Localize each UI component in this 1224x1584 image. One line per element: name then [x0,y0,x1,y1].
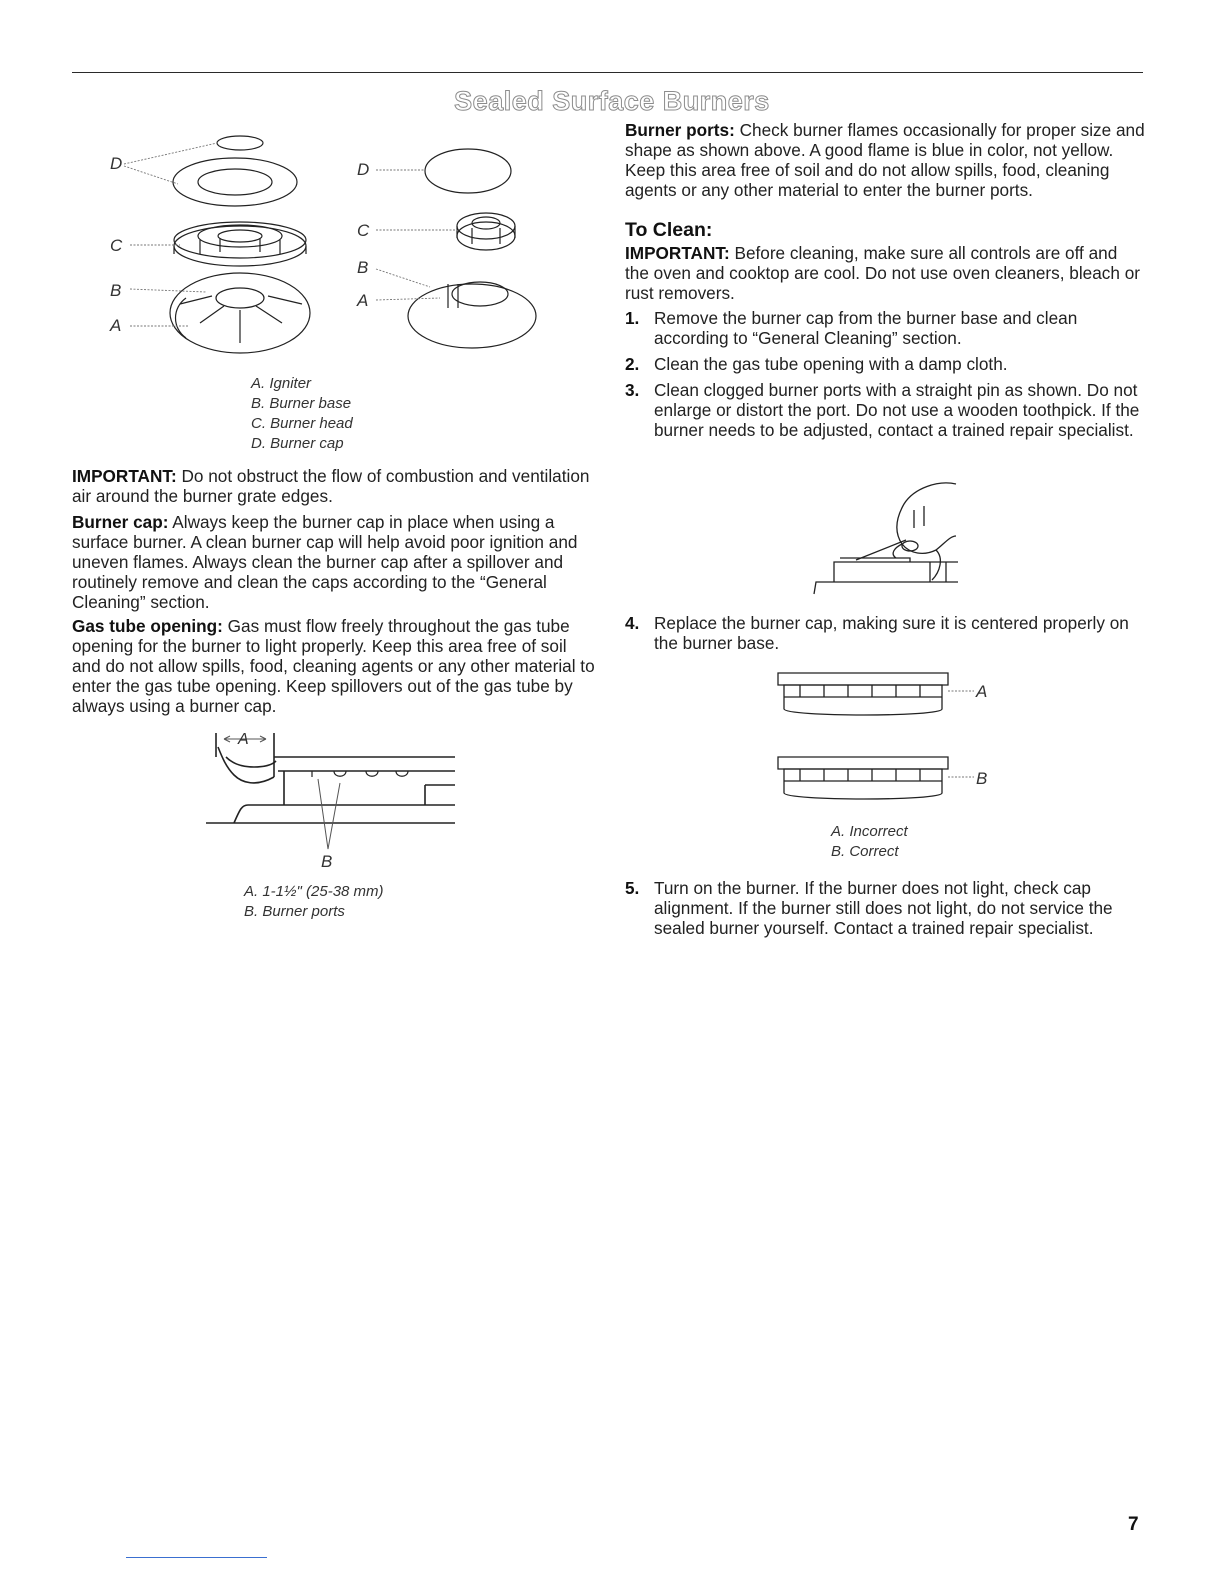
gas-tube-diagram [200,727,462,875]
burner-cap-text: Always keep the burner cap in place when using a surface burner. A clean burner cap will help avoid poor ignition and uneven flames. Always clean the burner cap after a spillover and routinely remove and clean the caps according to the “General Cleaning” section. [72,512,578,612]
cap-alignment-diagram [770,665,1000,815]
caption-line: D. Burner cap [251,435,344,452]
step-item [625,380,1145,440]
caption-line: A. Igniter [251,375,312,392]
important-label: IMPORTANT: [72,466,177,486]
callout-a: A [238,731,249,748]
cleaning-important-note [625,243,1145,303]
step-text: Replace the burner cap, making sure it is centered properly on the burner base. [654,613,1129,653]
burner-ports-paragraph [625,120,1145,200]
burner-ports-text: Check burner flames occasionally for proper size and shape as shown above. A good flame is blue in color, not yellow. Keep this area free of soil and do not allow spills, food, cleaning agents or any other material to enter the burner ports. [625,120,1145,200]
callout-a-left: A [110,316,122,335]
cleaning-step-4 [625,613,1145,659]
callout-d-right: D [357,160,370,179]
callout-b-right: B [357,258,369,277]
callout-a-right: A [357,291,369,310]
important-text: Before cleaning, make sure all controls are off and the oven and cooktop are cool. Do not use oven cleaners, bleach or rust removers. [625,243,1141,303]
caption-line: C. Burner head [251,415,353,432]
caption-line: A. Incorrect [831,823,908,840]
cleaning-step-5 [625,878,1145,944]
cleaning-steps-1-3 [625,308,1145,446]
step-number: 4. [625,613,640,633]
gas-tube-text: Gas must flow freely throughout the gas tube opening for the burner to light properly. Keep this area free of soil and do not allow spills, food, cleaning agents or any other material to enter the gas tube opening. Keep spillovers out of the gas tube by always using a burner cap. [72,616,595,716]
figure4-caption [831,822,908,862]
step-item [625,354,1145,374]
step-item [625,308,1145,348]
important-label: IMPORTANT: [625,243,730,263]
callout-d-left: D [110,154,123,173]
step-number: 2. [625,354,640,374]
caption-line: B. Correct [831,843,899,860]
caption-line: B. Burner base [251,395,352,412]
page-number: 7 [1128,1514,1139,1535]
figure1-caption [251,374,353,454]
figure2-caption [244,882,384,922]
gas-tube-label: Gas tube opening: [72,616,223,636]
step-number: 1. [625,308,640,328]
burner-cap-label: Burner cap: [72,512,169,532]
callout-b: B [976,769,988,788]
step-text: Clean the gas tube opening with a damp cloth. [654,354,1008,374]
step-item [625,878,1145,938]
callout-a: A [976,682,988,701]
step-item [625,613,1145,653]
burner-ports-label: Burner ports: [625,120,735,140]
step-text: Turn on the burner. If the burner does not light, check cap alignment. If the burner still does not light, do not service the sealed burner yourself. Contact a trained repair specialist. [654,878,1113,938]
step-text: Clean clogged burner ports with a straight pin as shown. Do not enlarge or distort the port. Do not use a wooden toothpick. If the burner needs to be adjusted, contact a trained repair specialist. [654,380,1140,440]
callout-b-left: B [110,281,122,300]
step-text: Remove the burner cap from the burner base and clean according to “General Cleaning” section. [654,308,1078,348]
callout-b: B [321,852,333,871]
step-number: 5. [625,878,640,898]
callout-c-left: C [110,236,123,255]
burner-cap-paragraph [72,512,597,612]
caption-line: B. Burner ports [244,903,345,920]
gas-tube-paragraph [72,616,597,716]
important-note [72,466,597,506]
callout-c-right: C [357,221,370,240]
page-title: Sealed Surface Burners [454,86,770,116]
top-rule [72,72,1143,73]
important-text: Do not obstruct the flow of combustion and ventilation air around the burner grate edges. [72,466,590,506]
pin-cleaning-illustration [810,478,970,596]
burner-exploded-diagram [100,128,560,363]
step-number: 3. [625,380,640,400]
caption-line: A. 1-1½" (25-38 mm) [244,883,384,900]
to-clean-heading: To Clean: [625,219,713,241]
footer-link-underline [126,1557,267,1558]
